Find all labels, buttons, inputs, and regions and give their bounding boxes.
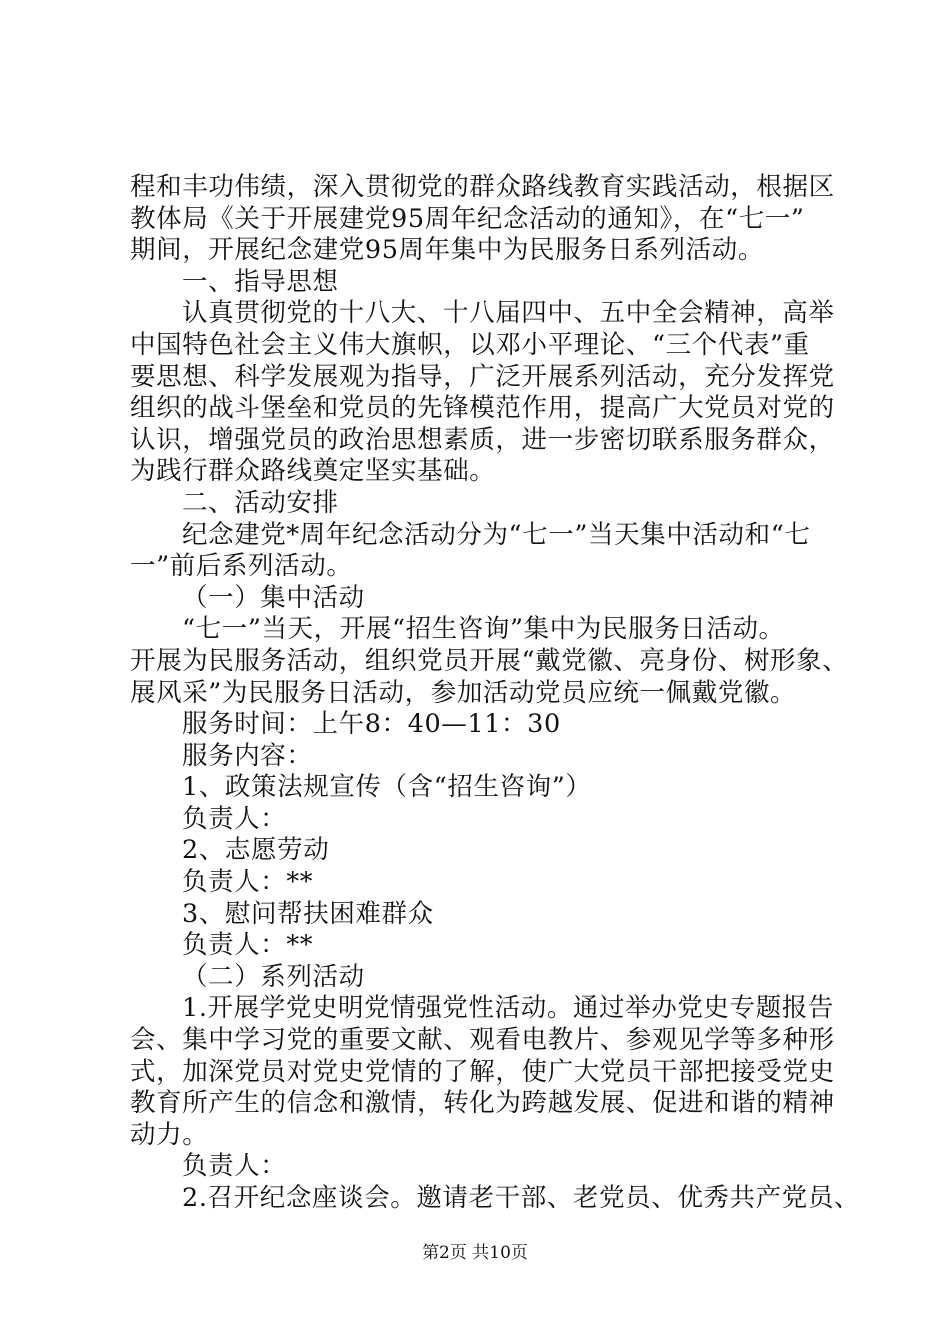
text-line: 认识，增强党员的政治思想素质，进一步密切联系服务群众， (130, 424, 835, 455)
text-line: 程和丰功伟绩，深入贯彻党的群众路线教育实践活动，根据区 (130, 172, 835, 202)
text-line: 服务内容： (182, 740, 313, 771)
text-line: 纪念建党*周年纪念活动分为“七一”当天集中活动和“七 (182, 519, 811, 550)
text-line: 3、慰问帮扶困难群众 (182, 898, 434, 929)
text-line: 动力。 (130, 1119, 209, 1150)
text-line: 组织的战斗堡垒和党员的先锋模范作用，提高广大党员对党的 (130, 393, 835, 424)
text-line: 开展为民服务活动，组织党员开展“戴党徽、亮身份、树形象、 (130, 645, 849, 676)
text-line: 展风采”为民服务日活动，参加活动党员应统一佩戴党徽。 (130, 677, 797, 708)
text-line: 为践行群众路线奠定坚实基础。 (130, 456, 496, 487)
text-line: 负责人：** (182, 867, 314, 898)
text-line: 认真贯彻党的十八大、十八届四中、五中全会精神，高举 (182, 298, 835, 329)
text-line: 一、指导思想 (182, 266, 339, 297)
text-line: 期间，开展纪念建党95周年集中为民服务日系列活动。 (130, 235, 764, 266)
text-line: 负责人：** (182, 930, 314, 961)
text-line: 负责人： (182, 803, 287, 834)
page-footer: 第2页 共10页 (422, 1243, 528, 1263)
text-line: 2.召开纪念座谈会。邀请老干部、老党员、优秀共产党员、 (182, 1183, 861, 1213)
text-line: 负责人： (182, 1151, 287, 1182)
text-line: 2、志愿劳动 (182, 835, 330, 866)
text-line: 服务时间：上午8：40—11：30 (182, 709, 561, 740)
text-line: 会、集中学习党的重要文献、观看电教片、参观见学等多种形 (130, 1025, 835, 1056)
text-line: 教体局《关于开展建党95周年纪念活动的通知》，在“七一” (130, 203, 805, 234)
text-line: 式，加深党员对党史党情的了解，使广大党员干部把接受党史 (130, 1056, 835, 1087)
text-line: 1.开展学党史明党情强党性活动。通过举办党史专题报告 (182, 993, 834, 1024)
text-line: 1、政策法规宣传（含“招生咨询”） (182, 772, 592, 803)
text-line: 要思想、科学发展观为指导，广泛开展系列活动，充分发挥党 (130, 361, 835, 392)
text-line: 教育所产生的信念和激情，转化为跨越发展、促进和谐的精神 (130, 1088, 835, 1119)
text-line: （一）集中活动 (182, 582, 365, 613)
text-line: 二、活动安排 (182, 487, 339, 518)
text-line: 一”前后系列活动。 (130, 551, 353, 582)
document-body (130, 172, 861, 1215)
text-line: （二）系列活动 (182, 961, 365, 992)
text-line: 中国特色社会主义伟大旗帜，以邓小平理论、“三个代表”重 (130, 329, 810, 360)
text-line: “七一”当天，开展“招生咨询”集中为民服务日活动。 (182, 614, 785, 645)
